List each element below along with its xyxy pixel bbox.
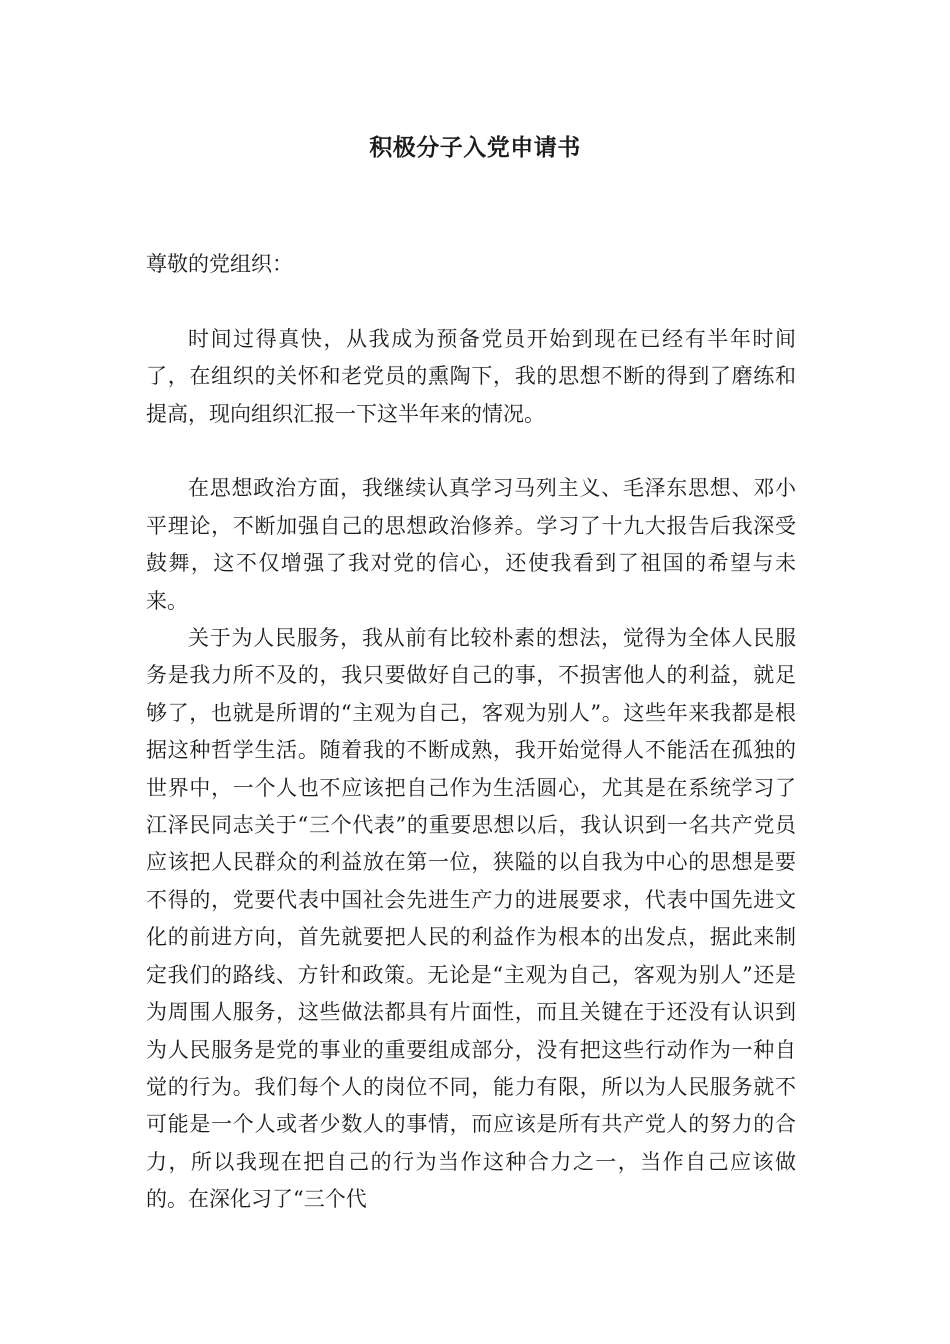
document-title: 积极分子入党申请书 [369,135,581,161]
paragraph-2: 在思想政治方面，我继续认真学习马列主义、毛泽东思想、邓小平理论，不断加强自己的思想政治修养。学习了十九大报告后我深受鼓舞，这不仅增强了我对党的信心，还使我看到了祖国的希望与未来。 [146,476,796,613]
paragraph-3: 关于为人民服务，我从前有比较朴素的想法，觉得为全体人民服务是我力所不及的，我只要做好自己的事，不损害他人的利益，就足够了，也就是所谓的“主观为自己，客观为别人”。这些年来我都是根据这种哲学生活。随着我的不断成熟，我开始觉得人不能活在孤独的世界中，一个人也不应该把自己作为生活圆心，尤其是在系统学习了江泽民同志关于“三个代表”的重要思想以后，我认识到一名共产党员应该把人民群众的利益放在第一位，狭隘的以自我为中心的思想是要不得的，党要代表中国社会先进生产力的进展要求，代表中国先进文化的前进方向，首先就要把人民的利益作为根本的出发点，据此来制定我们的路线、方针和政策。无论是“主观为自己，客观为别人”还是为周围人服务，这些做法都具有片面性，而且关键在于还没有认识到为人民服务是党的事业的重要组成部分，没有把这些行动作为一种自觉的行为。我们每个人的岗位不同，能力有限，所以为人民服务就不可能是一个人或者少数人的事情，而应该是所有共产党人的努力的合力，所以我现在把自己的行为当作这种合力之一，当作自己应该做的。在深化习了“三个代 [146,626,796,1212]
salutation: 尊敬的党组织： [146,252,293,276]
paragraph-1: 时间过得真快，从我成为预备党员开始到现在已经有半年时间了，在组织的关怀和老党员的熏陶下，我的思想不断的得到了磨练和提高，现向组织汇报一下这半年来的情况。 [146,326,796,426]
document-body [146,246,796,1219]
paragraph-gap [146,283,796,320]
paragraph-gap [146,433,796,470]
